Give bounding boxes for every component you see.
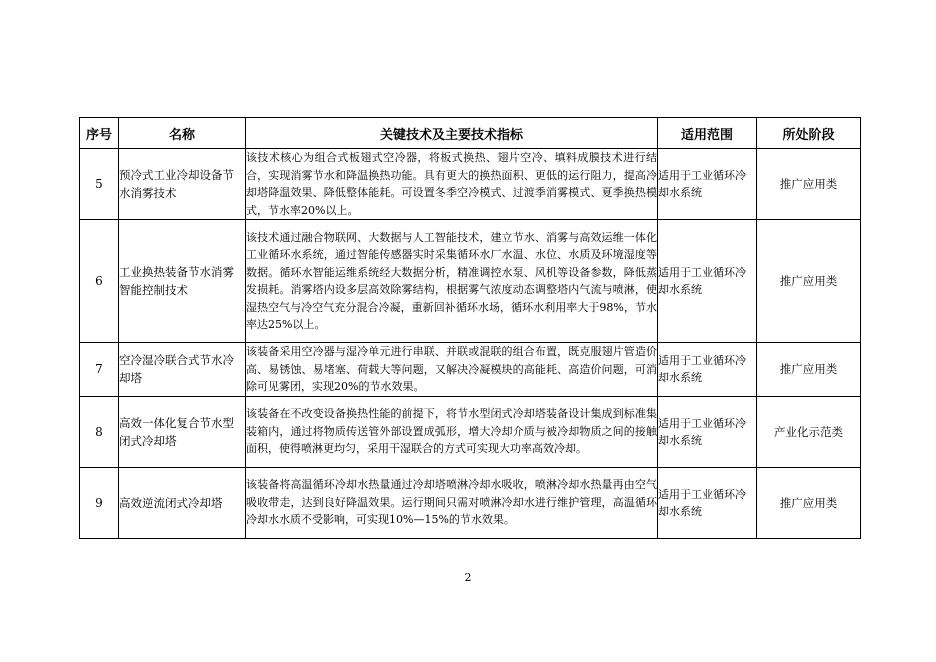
row-number: 9 (80, 467, 119, 538)
table-header-row (80, 118, 861, 149)
table-row (80, 467, 861, 538)
header-scope: 适用范围 (658, 118, 757, 149)
applicable-scope: 适用于工业循环冷却水系统 (658, 220, 757, 343)
table-row (80, 396, 861, 467)
applicable-scope: 适用于工业循环冷却水系统 (658, 396, 757, 467)
development-stage: 推广应用类 (757, 467, 861, 538)
development-stage: 推广应用类 (757, 149, 861, 220)
header-stage: 所处阶段 (757, 118, 861, 149)
page-number: 2 (464, 571, 472, 584)
row-number: 6 (80, 220, 119, 343)
row-number: 5 (80, 149, 119, 220)
technology-name: 预冷式工业冷却设备节水消雾技术 (119, 149, 246, 220)
development-stage: 推广应用类 (757, 343, 861, 397)
applicable-scope: 适用于工业循环冷却水系统 (658, 343, 757, 397)
technology-name: 高效逆流闭式冷却塔 (119, 467, 246, 538)
applicable-scope: 适用于工业循环冷却水系统 (658, 467, 757, 538)
development-stage: 推广应用类 (757, 220, 861, 343)
technology-table (79, 117, 861, 539)
header-key-tech: 关键技术及主要技术指标 (246, 118, 658, 149)
row-number: 8 (80, 396, 119, 467)
table-row (80, 220, 861, 343)
table-row (80, 149, 861, 220)
technology-name: 空冷湿冷联合式节水冷却塔 (119, 343, 246, 397)
technology-description: 该装备将高温循环冷却水热量通过冷却塔喷淋冷却水吸收，喷淋冷却水热量再由空气吸收带走，达到良好降温效果。运行期间只需对喷淋冷却水进行维护管理，高温循环冷却水水质不受影响，可实现10%—15%的节水效果。 (246, 467, 658, 538)
technology-description: 该装备采用空冷器与湿冷单元进行串联、并联或混联的组合布置，既克服翅片管造价高、易锈蚀、易堵塞、荷载大等问题，又解决冷凝模块的高能耗、高造价问题，可消除可见雾团，实现20%的节水效果。 (246, 343, 658, 397)
header-no: 序号 (80, 118, 119, 149)
row-number: 7 (80, 343, 119, 397)
technology-description: 该装备在不改变设备换热性能的前提下，将节水型闭式冷却塔装备设计集成到标准集装箱内，通过将物质传送管外部设置成弧形，增大冷却介质与被冷却物质之间的接触面积，使得喷淋更均匀，采用干湿联合的方式可实现大功率高效冷却。 (246, 396, 658, 467)
technology-name: 工业换热装备节水消雾智能控制技术 (119, 220, 246, 343)
technology-name: 高效一体化复合节水型闭式冷却塔 (119, 396, 246, 467)
applicable-scope: 适用于工业循环冷却水系统 (658, 149, 757, 220)
technology-description: 该技术通过融合物联网、大数据与人工智能技术，建立节水、消雾与高效运维一体化工业循环水系统，通过智能传感器实时采集循环水厂水温、水位、水质及环境湿度等数据。循环水智能运维系统经大数据分析，精准调控水泵、风机等设备参数，降低蒸发损耗。消雾塔内设多层高效除雾结构，根据雾气浓度动态调整塔内气流与喷淋，使湿热空气与冷空气充分混合冷凝，重新回补循环水场，循环水利用率大于98%，节水率达25%以上。 (246, 220, 658, 343)
table-row (80, 343, 861, 397)
development-stage: 产业化示范类 (757, 396, 861, 467)
technology-description: 该技术核心为组合式板翅式空冷器，将板式换热、翅片空冷、填料成膜技术进行结合，实现消雾节水和降温换热功能。具有更大的换热面积、更低的运行阻力，提高冷却塔降温效果、降低整体能耗。可设置冬季空冷模式、过渡季消雾模式、夏季换热模式，节水率20%以上。 (246, 149, 658, 220)
header-name: 名称 (119, 118, 246, 149)
